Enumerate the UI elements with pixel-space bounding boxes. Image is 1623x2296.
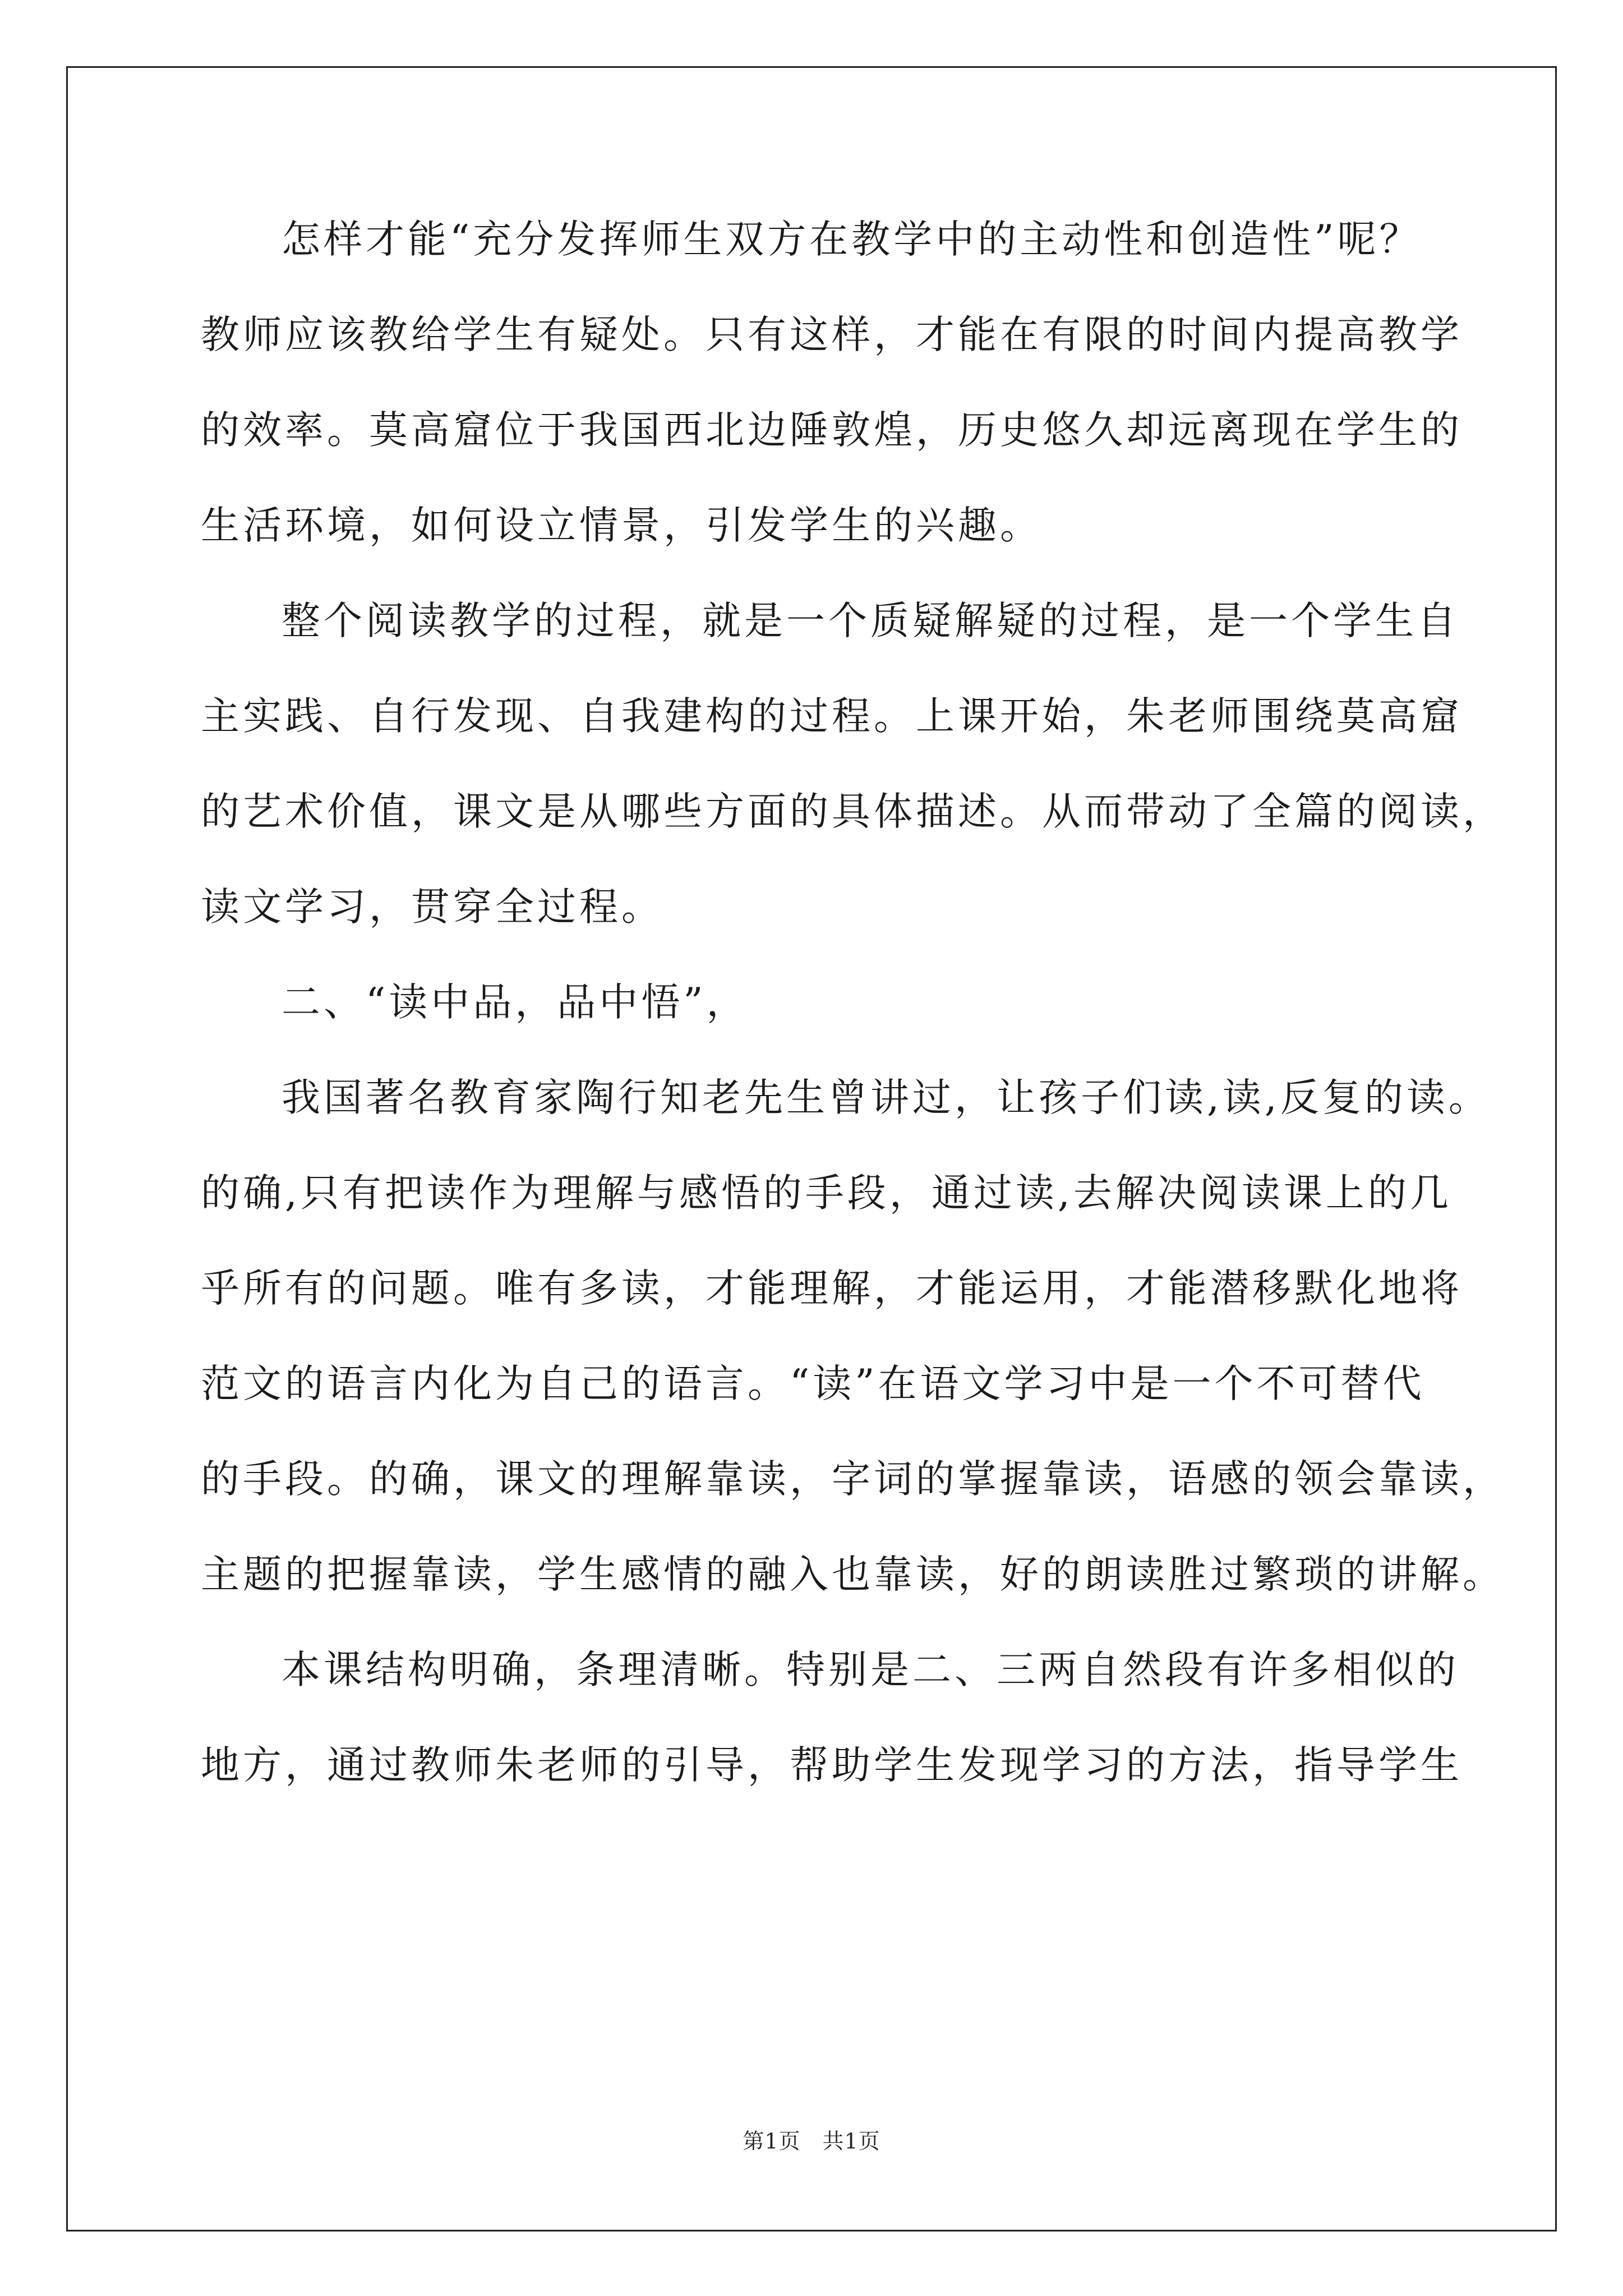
document-body (201, 214, 1505, 1835)
text-line: 的艺术价值，课文是从哪些方面的具体描述。从而带动了全篇的阅读， (201, 789, 1505, 834)
text-line: 生活环境，如何设立情景，引发学生的兴趣。 (201, 503, 1042, 548)
text-line: 地方，通过教师朱老师的引导，帮助学生发现学习的方法，指导学生 (201, 1743, 1463, 1788)
text-line: 怎样才能“充分发挥师生双方在教学中的主动性和创造性”呢？ (282, 217, 1422, 262)
text-line: 的确,只有把读作为理解与感悟的手段，通过读,去解决阅读课上的几 (201, 1171, 1452, 1216)
text-line: 读文学习，贯穿全过程。 (201, 885, 663, 930)
text-line: 的效率。莫高窟位于我国西北边陲敦煌，历史悠久却远离现在学生的 (201, 408, 1463, 453)
text-line: 整个阅读教学的过程，就是一个质疑解疑的过程，是一个学生自 (282, 599, 1459, 643)
page-number-footer: 第1页 共1页 (743, 2129, 880, 2154)
text-line: 乎所有的问题。唯有多读，才能理解，才能运用，才能潜移默化地将 (201, 1266, 1463, 1311)
text-line: 范文的语言内化为自己的语言。“读”在语文学习中是一个不可替代 (201, 1361, 1425, 1406)
text-line: 主实践、自行发现、自我建构的过程。上课开始，朱老师围绕莫高窟 (201, 694, 1463, 739)
text-line: 二、“读中品，品中悟”， (282, 980, 749, 1025)
text-line: 主题的把握靠读，学生感情的融入也靠读，好的朗读胜过繁琐的讲解。 (201, 1552, 1505, 1597)
text-line: 我国著名教育家陶行知老先生曾讲过，让孩子们读,读,反复的读。 (282, 1075, 1491, 1120)
text-line: 本课结构明确，条理清晰。特别是二、三两自然段有许多相似的 (282, 1648, 1459, 1692)
text-line: 的手段。的确，课文的理解靠读，字词的掌握靠读，语感的领会靠读， (201, 1457, 1505, 1502)
text-line: 教师应该教给学生有疑处。只有这样，才能在有限的时间内提高教学 (201, 312, 1463, 357)
